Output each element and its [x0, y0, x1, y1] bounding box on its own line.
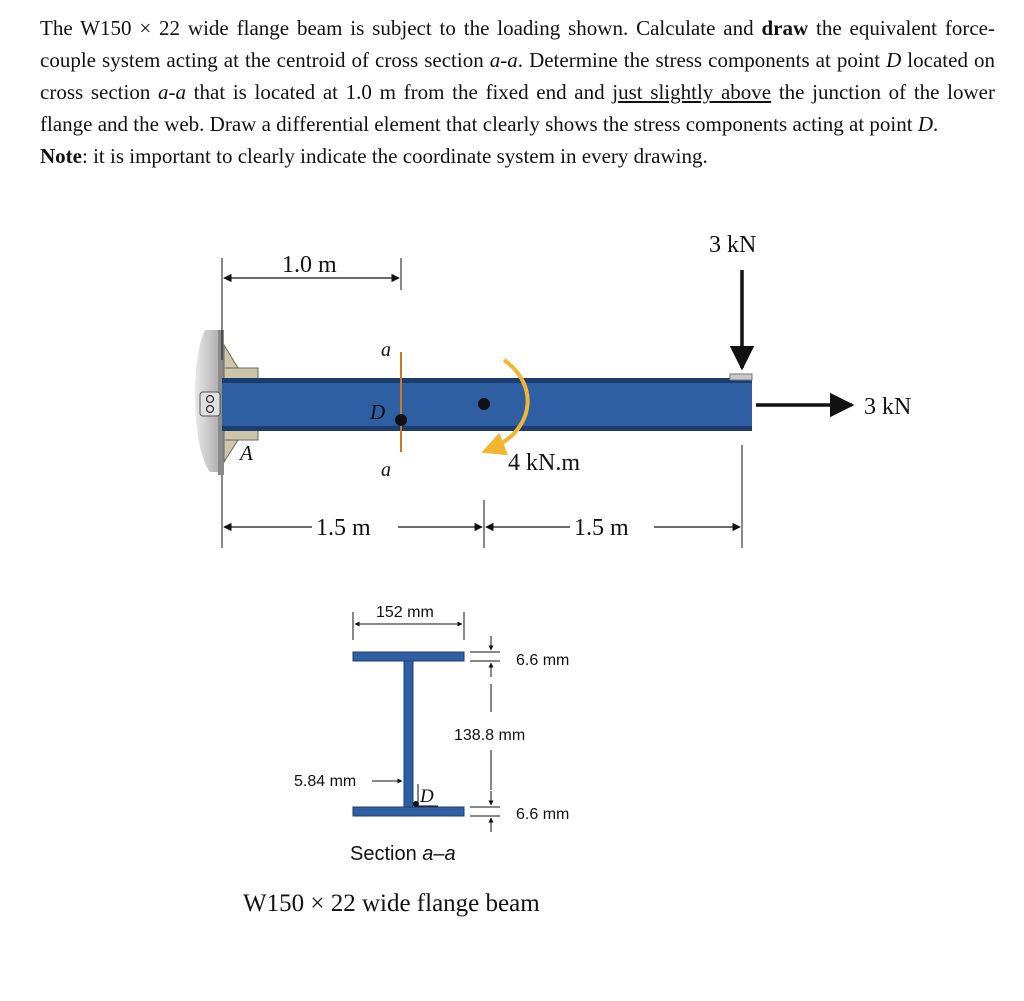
- dim-left-label: 1.5 m: [316, 515, 371, 541]
- centroid-marker: [478, 398, 490, 410]
- top-gusset: [224, 345, 238, 368]
- figure-caption: W150 × 22 wide flange beam: [243, 890, 540, 917]
- point-D-label: D: [370, 400, 386, 424]
- problem-text: located on cross section: [40, 48, 995, 104]
- problem-italic: D: [886, 48, 902, 72]
- problem-italic: D: [917, 112, 933, 136]
- dim-web-thickness-label: 5.84 mm: [294, 773, 357, 790]
- cross-section: [353, 652, 464, 816]
- bottom-gusset: [224, 440, 238, 462]
- dim-bottom-flange-label: 6.6 mm: [516, 806, 570, 823]
- section-title: [350, 843, 456, 865]
- section-point-D-label: D: [420, 786, 434, 807]
- dim-depth-label: 138.8 mm: [454, 727, 526, 744]
- problem-text: the equivalent force-couple system acting at the centroid of cross section: [40, 16, 996, 72]
- problem-italic: a-a: [489, 48, 518, 72]
- problem-bold: draw: [761, 16, 809, 40]
- dim-top-flange-label: 6.6 mm: [516, 652, 570, 669]
- section-top-flange: [353, 652, 464, 661]
- point-D-marker: [395, 414, 407, 426]
- problem-italic: a-a: [158, 80, 186, 104]
- section-label-top: a: [381, 339, 391, 361]
- vertical-load-label: 3 kN: [709, 232, 757, 258]
- section-title-var: a–a: [422, 843, 456, 865]
- moment-label: 4 kN.m: [508, 450, 580, 476]
- note-text: : it is important to clearly indicate the coordinate system in every drawing.: [81, 144, 708, 168]
- section-web: [404, 661, 413, 807]
- problem-text: the junction of the lower flange and the web. Draw a differential element that clearly shows the stress components acting at point: [40, 80, 995, 136]
- horizontal-load-label: 3 kN: [864, 394, 912, 420]
- beam-top-flange: [222, 378, 752, 383]
- dim-right-label: 1.5 m: [574, 515, 629, 541]
- note-label: Note: [40, 144, 82, 168]
- dim-flange-width-label: 152 mm: [376, 604, 434, 621]
- section-title-prefix: Section: [350, 843, 423, 865]
- load-pad: [730, 374, 752, 380]
- problem-underline: just slightly above: [612, 80, 772, 104]
- support-A-label: A: [240, 441, 253, 465]
- problem-text: .: [933, 112, 939, 136]
- section-bottom-flange: [353, 807, 464, 816]
- section-label-bottom: a: [381, 459, 391, 481]
- dim-1m-label: 1.0 m: [282, 252, 337, 278]
- problem-text: that is located at 1.0 m from the fixed end and: [186, 80, 613, 104]
- problem-text: The W150 × 22 wide flange beam is subject to the loading shown. Calculate and: [40, 16, 762, 40]
- beam-bottom-flange: [222, 426, 752, 431]
- problem-text: . Determine the stress components at point: [517, 48, 887, 72]
